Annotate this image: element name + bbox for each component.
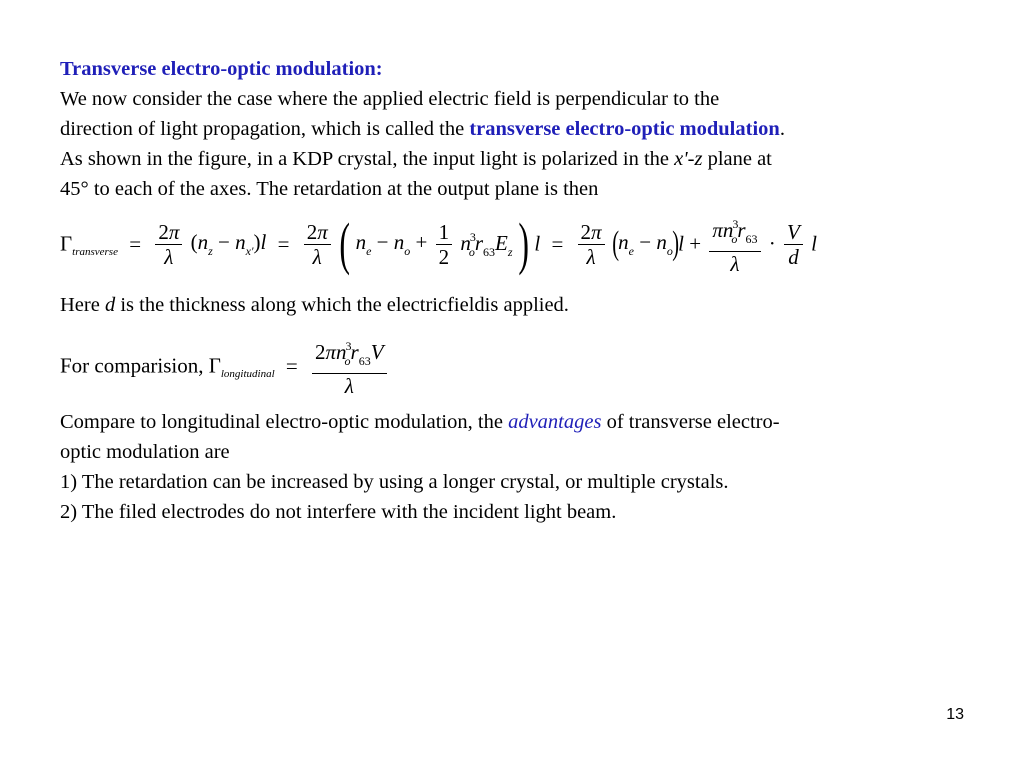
- thickness-note-post: is the thickness along which the electricfieldis applied.: [115, 294, 569, 316]
- section-heading: Transverse electro-optic modulation:: [60, 58, 383, 80]
- advantage-item-1: 1) The retardation can be increased by using a longer crystal, or multiple crystals.: [60, 471, 729, 493]
- intro-block: [60, 54, 990, 204]
- intro-line-2-pre: direction of light propagation, which is called the: [60, 118, 470, 140]
- plane-label: x'-z: [674, 148, 703, 170]
- compare-line-2: optic modulation are: [60, 441, 230, 463]
- intro-line-3-pre: As shown in the figure, in a KDP crystal, the input light is polarized in the: [60, 148, 675, 170]
- transverse-equation: $\Gamma_{transverse}$ = $\frac{2\pi}{\lambda}$ $(n_z - n_{x'})l$ = $\frac{2\pi}{\lambda}$ ( $n_e - n_o$ + $\frac{1}{2}$ $n^3_or_{63}E_z$ ) l = $\frac{2\pi}{\lambda}$ $(n_e - n_o)l$ + $\frac{\pi n^3_or_{63}}{\lambda}$ · $\frac{V}{d}$ l: [60, 211, 817, 276]
- thickness-variable: d: [104, 294, 116, 316]
- compare-line-1-post: of transverse electro-: [601, 411, 780, 433]
- intro-line-1: We now consider the case where the applied electric field is perpendicular to the: [60, 88, 720, 110]
- intro-line-2-post: .: [779, 118, 785, 140]
- compare-line-1: [60, 407, 990, 437]
- thickness-note-pre: Here: [60, 294, 105, 316]
- longitudinal-equation: For comparision, $\Gamma_{longitudinal}$ = $\frac{2\pi n^3_or_{63}V}{\lambda}$: [60, 334, 390, 398]
- intro-line-2: [60, 114, 990, 144]
- advantages-term: advantages: [508, 411, 602, 433]
- intro-line-3-post: plane at: [702, 148, 772, 170]
- intro-line-3: [60, 144, 990, 174]
- compare-line-1-pre: Compare to longitudinal electro-optic modulation, the: [60, 411, 509, 433]
- transverse-term: transverse electro-optic modulation: [469, 118, 780, 140]
- advantage-item-2: 2) The filed electrodes do not interfere with the incident light beam.: [60, 501, 617, 523]
- comparison-label: For comparision,: [60, 353, 204, 378]
- page-number: 13: [946, 706, 964, 723]
- advantages-block: [60, 407, 990, 527]
- intro-line-4: 45° to each of the axes. The retardation at the output plane is then: [60, 178, 599, 200]
- thickness-note: [60, 290, 990, 320]
